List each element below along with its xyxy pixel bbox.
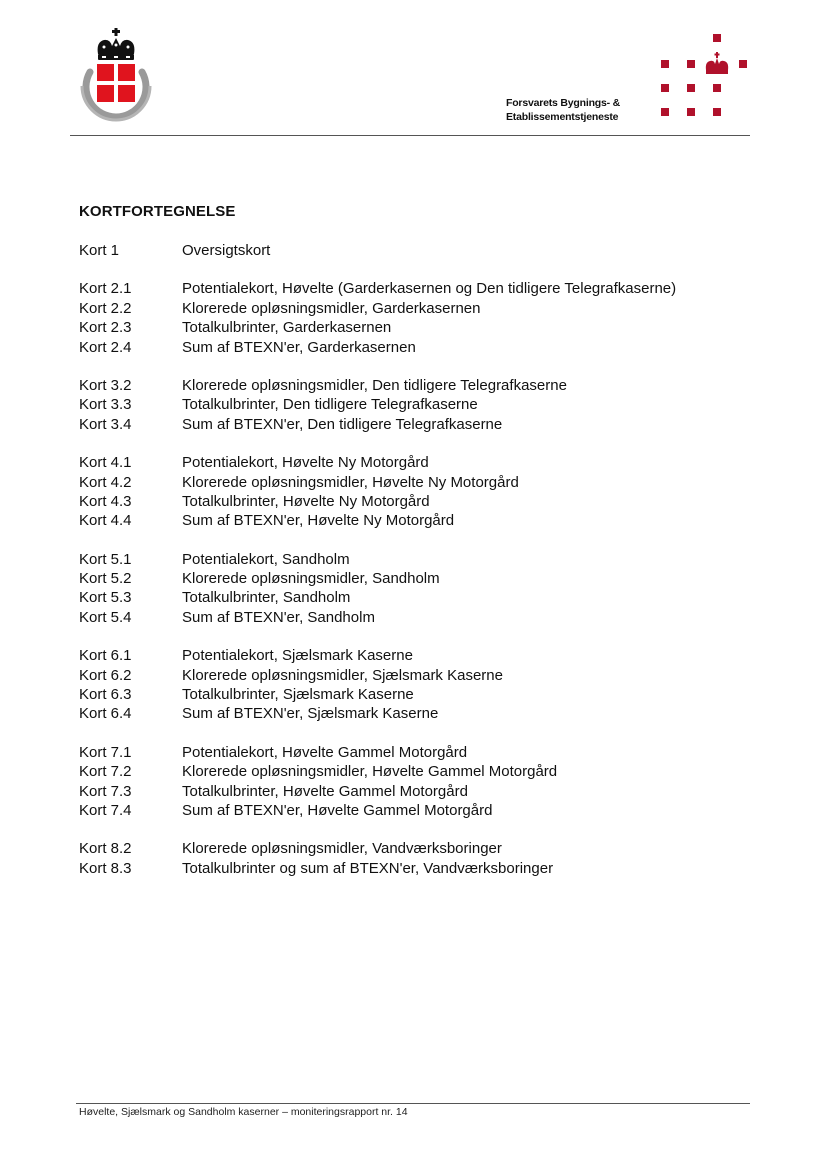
map-entry — [79, 492, 779, 511]
fbe-logo-icon — [656, 30, 752, 122]
map-number: Kort 2.3 — [79, 319, 132, 337]
map-title: Totalkulbrinter, Sandholm — [182, 589, 351, 607]
map-number: Kort 4.2 — [79, 473, 132, 491]
map-title: Potentialekort, Sjælsmark Kaserne — [182, 647, 413, 665]
map-title: Sum af BTEXN'er, Den tidligere Telegrafkaserne — [182, 415, 503, 433]
map-entry — [79, 782, 779, 801]
footer-divider — [76, 1103, 750, 1104]
map-title: Sum af BTEXN'er, Garderkasernen — [182, 338, 416, 356]
map-entry — [79, 376, 779, 395]
header-divider — [70, 135, 750, 136]
map-title: Klorerede opløsningsmidler, Høvelte Ny Motorgård — [182, 473, 519, 491]
map-group — [79, 376, 779, 434]
map-title: Potentialekort, Høvelte (Garderkasernen og Den tidligere Telegrafkaserne) — [182, 280, 677, 298]
map-number: Kort 7.1 — [79, 743, 132, 761]
map-entry — [79, 859, 779, 878]
page-header — [0, 0, 827, 140]
map-number: Kort 5.1 — [79, 550, 132, 568]
map-entry — [79, 453, 779, 472]
map-number: Kort 6.2 — [79, 666, 132, 684]
map-title: Totalkulbrinter, Sjælsmark Kaserne — [182, 686, 414, 704]
map-group — [79, 743, 779, 821]
map-number: Kort 5.2 — [79, 570, 132, 588]
map-title: Klorerede opløsningsmidler, Garderkasernen — [182, 299, 481, 317]
map-group — [79, 839, 779, 878]
map-group — [79, 646, 779, 724]
map-title: Potentialekort, Høvelte Gammel Motorgård — [182, 743, 468, 761]
map-group — [79, 453, 779, 531]
map-number: Kort 4.3 — [79, 492, 132, 510]
map-entry — [79, 801, 779, 820]
map-title: Sum af BTEXN'er, Sandholm — [182, 608, 375, 626]
map-number: Kort 3.2 — [79, 376, 132, 394]
map-title: Totalkulbrinter, Høvelte Ny Motorgård — [182, 492, 430, 510]
map-title: Sum af BTEXN'er, Sjælsmark Kaserne — [182, 705, 439, 723]
map-number: Kort 3.4 — [79, 415, 132, 433]
map-title: Potentialekort, Høvelte Ny Motorgård — [182, 454, 429, 472]
map-entry — [79, 550, 779, 569]
map-entry — [79, 395, 779, 414]
map-entry — [79, 685, 779, 704]
map-title: Totalkulbrinter og sum af BTEXN'er, Vandværksboringer — [182, 859, 554, 877]
map-number: Kort 3.3 — [79, 396, 132, 414]
map-title: Klorerede opløsningsmidler, Sandholm — [182, 570, 440, 588]
map-entry — [79, 511, 779, 530]
map-number: Kort 7.2 — [79, 763, 132, 781]
map-title: Klorerede opløsningsmidler, Den tidligere Telegrafkaserne — [182, 376, 567, 394]
map-title: Klorerede opløsningsmidler, Høvelte Gammel Motorgård — [182, 763, 558, 781]
map-number: Kort 5.3 — [79, 589, 132, 607]
map-title: Totalkulbrinter, Den tidligere Telegrafkaserne — [182, 396, 478, 414]
map-title: Totalkulbrinter, Høvelte Gammel Motorgård — [182, 782, 468, 800]
organization-name — [506, 96, 646, 124]
footer-text: Høvelte, Sjælsmark og Sandholm kaserner – moniteringsrapport nr. 14 — [79, 1106, 408, 1118]
map-entry — [79, 588, 779, 607]
map-entry — [79, 473, 779, 492]
map-number: Kort 2.4 — [79, 338, 132, 356]
map-title: Sum af BTEXN'er, Høvelte Gammel Motorgård — [182, 801, 493, 819]
map-entry — [79, 762, 779, 781]
map-number: Kort 5.4 — [79, 608, 132, 626]
map-number: Kort 2.2 — [79, 299, 132, 317]
map-group — [79, 550, 779, 628]
map-number: Kort 6.3 — [79, 686, 132, 704]
org-name-line-1: Forsvarets Bygnings- & — [506, 97, 621, 109]
map-title: Sum af BTEXN'er, Høvelte Ny Motorgård — [182, 512, 455, 530]
map-entry — [79, 666, 779, 685]
map-title: Klorerede opløsningsmidler, Sjælsmark Kaserne — [182, 666, 503, 684]
map-entry — [79, 608, 779, 627]
org-name-line-2: Etablissementstjeneste — [506, 111, 619, 123]
map-index-list — [79, 241, 779, 897]
map-entry — [79, 646, 779, 665]
map-number: Kort 6.4 — [79, 705, 132, 723]
map-entry — [79, 241, 779, 260]
danish-defence-emblem-icon — [76, 28, 156, 124]
map-number: Kort 8.2 — [79, 840, 132, 858]
map-entry — [79, 743, 779, 762]
map-entry — [79, 839, 779, 858]
map-number: Kort 2.1 — [79, 280, 132, 298]
map-entry — [79, 569, 779, 588]
map-title: Klorerede opløsningsmidler, Vandværksboringer — [182, 840, 502, 858]
map-title: Oversigtskort — [182, 242, 271, 259]
map-number: Kort 4.4 — [79, 512, 132, 530]
map-title: Totalkulbrinter, Garderkasernen — [182, 319, 392, 337]
map-entry — [79, 299, 779, 318]
map-entry — [79, 318, 779, 337]
map-number: Kort 8.3 — [79, 859, 132, 877]
document-title: KORTFORTEGNELSE — [79, 203, 236, 220]
map-entry — [79, 415, 779, 434]
map-number: Kort 7.4 — [79, 801, 132, 819]
map-entry — [79, 279, 779, 298]
map-entry — [79, 338, 779, 357]
map-group — [79, 241, 779, 260]
map-number: Kort 1 — [79, 242, 120, 259]
map-entry — [79, 704, 779, 723]
map-group — [79, 279, 779, 357]
map-number: Kort 7.3 — [79, 782, 132, 800]
map-number: Kort 6.1 — [79, 647, 132, 665]
map-title: Potentialekort, Sandholm — [182, 550, 350, 568]
map-number: Kort 4.1 — [79, 454, 132, 472]
